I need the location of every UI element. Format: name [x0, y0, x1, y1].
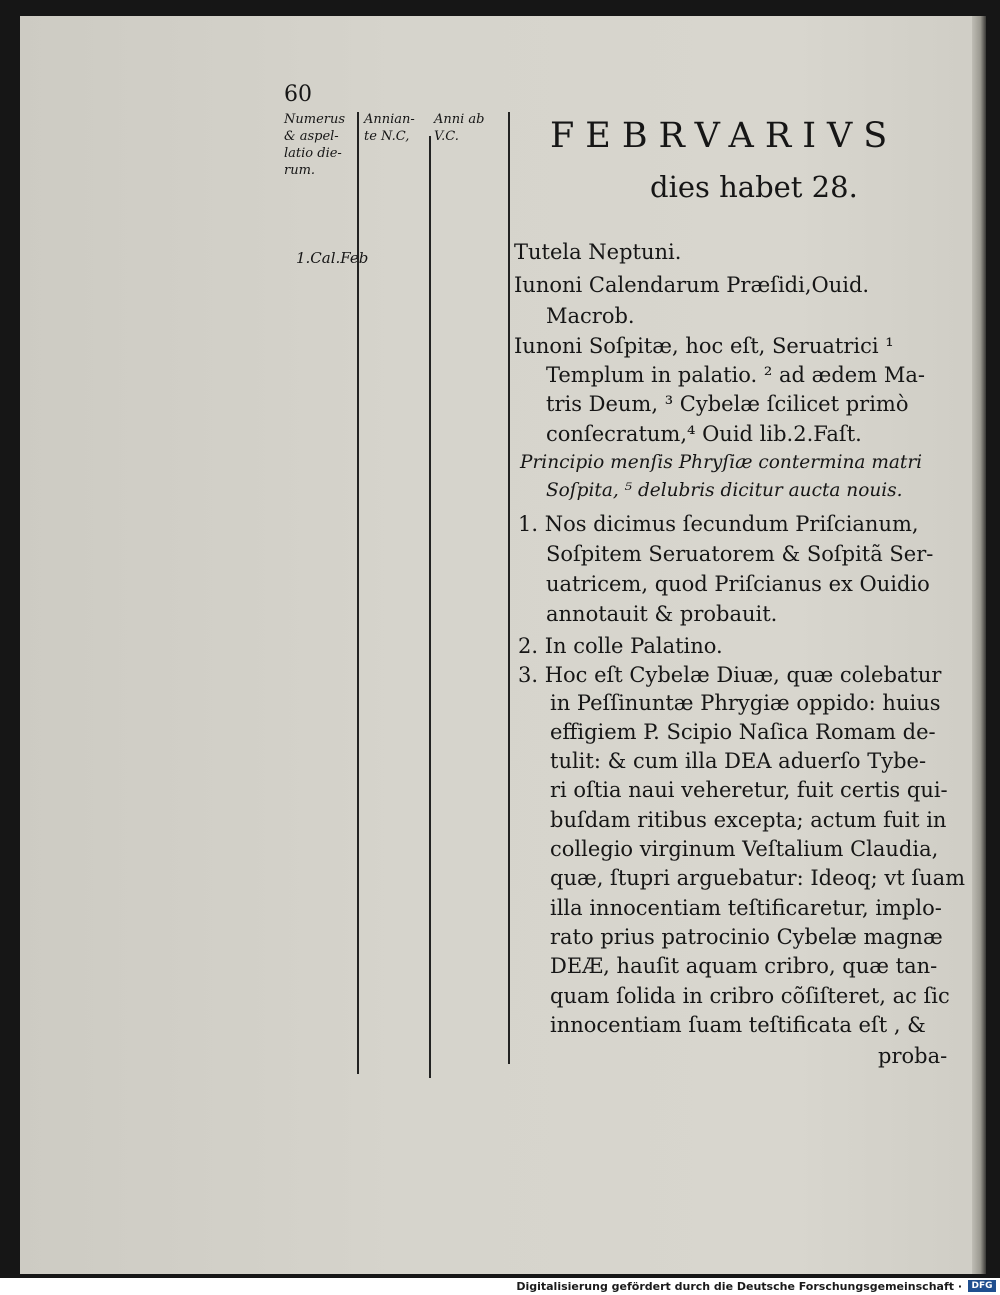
text-line: Principio menſis Phryſiæ contermina matri — [520, 452, 923, 473]
text-line: illa innocentiam teſtificaretur, implo- — [550, 896, 942, 920]
text-line: rato prius patrocinio Cybelæ magnæ — [550, 925, 943, 949]
header-line: te N.C, — [364, 129, 410, 144]
text-line: quam ſolida in cribro cõſiſteret, ac ſic — [550, 984, 950, 1008]
header-line: Annian- — [364, 112, 415, 127]
month-title: FEBRVARIVS — [550, 116, 899, 156]
header-line: rum. — [284, 163, 316, 178]
footer-bar — [0, 1278, 1000, 1295]
page-spine-shadow — [972, 16, 986, 1274]
text-line: annotauit & probauit. — [546, 602, 778, 626]
text-line: tulit: & cum illa DEA aduerſo Tybe- — [550, 749, 927, 773]
text-line: Iunoni Calendarum Præſidi,Ouid. — [514, 273, 870, 297]
text-line: in Peſſinuntæ Phrygiæ oppido: huius — [550, 691, 941, 715]
text-line: DEÆ, hauſit aquam cribro, quæ tan- — [550, 954, 938, 978]
text-line: effigiem P. Scipio Naſica Romam de- — [550, 720, 936, 744]
text-line: 2. In colle Palatino. — [518, 634, 723, 658]
text-line: collegio virginum Veſtalium Claudia, — [550, 837, 939, 861]
column-header-anni-vc — [434, 111, 485, 145]
text-line: buſdam ritibus excepta; actum fuit in — [550, 808, 947, 832]
column-rule — [429, 136, 431, 1078]
text-line: 1. Nos dicimus ſecundum Priſcianum, — [518, 512, 919, 536]
text-line: proba- — [878, 1044, 948, 1068]
header-line: V.C. — [434, 129, 459, 144]
text-line: Iunoni Soſpitæ, hoc eſt, Seruatrici ¹ — [514, 334, 894, 358]
text-line: Soſpitem Seruatorem & Soſpitã Ser- — [546, 542, 934, 566]
text-line: tris Deum, ³ Cybelæ ſcilicet primò — [546, 392, 909, 416]
page-number: 60 — [284, 82, 312, 107]
text-line: 3. Hoc eſt Cybelæ Diuæ, quæ colebatur — [518, 663, 942, 687]
text-line: Soſpita, ⁵ delubris dicitur aucta nouis. — [546, 480, 903, 501]
text-line: Tutela Neptuni. — [514, 240, 682, 264]
text-line: conſecratum,⁴ Ouid lib.2.Faſt. — [546, 422, 862, 446]
column-rule — [508, 112, 510, 1064]
header-line: Numerus — [284, 112, 346, 127]
calendar-row-label: 1.Cal.Feb — [296, 249, 369, 267]
book-page — [20, 16, 986, 1274]
text-line: quæ, ſtupri arguebatur: Ideoq; vt ſuam — [550, 866, 966, 890]
column-header-days — [284, 111, 345, 179]
footer-credit: Digitalisierung gefördert durch die Deutsche Forschungsgemeinschaft · — [516, 1280, 962, 1293]
header-line: latio die- — [284, 146, 342, 161]
month-subtitle: dies habet 28. — [650, 170, 858, 204]
dfg-logo: DFG — [968, 1280, 996, 1292]
column-header-anni-ante — [364, 111, 415, 145]
text-line: Templum in palatio. ² ad ædem Ma- — [546, 363, 925, 387]
text-line: uatricem, quod Priſcianus ex Ouidio — [546, 572, 930, 596]
text-line: Macrob. — [546, 304, 635, 328]
header-line: & aspel- — [284, 129, 339, 144]
text-line: ri oſtia naui veheretur, fuit certis qui- — [550, 778, 948, 802]
header-line: Anni ab — [434, 112, 485, 127]
text-line: innocentiam ſuam teſtificata eſt , & — [550, 1013, 926, 1037]
